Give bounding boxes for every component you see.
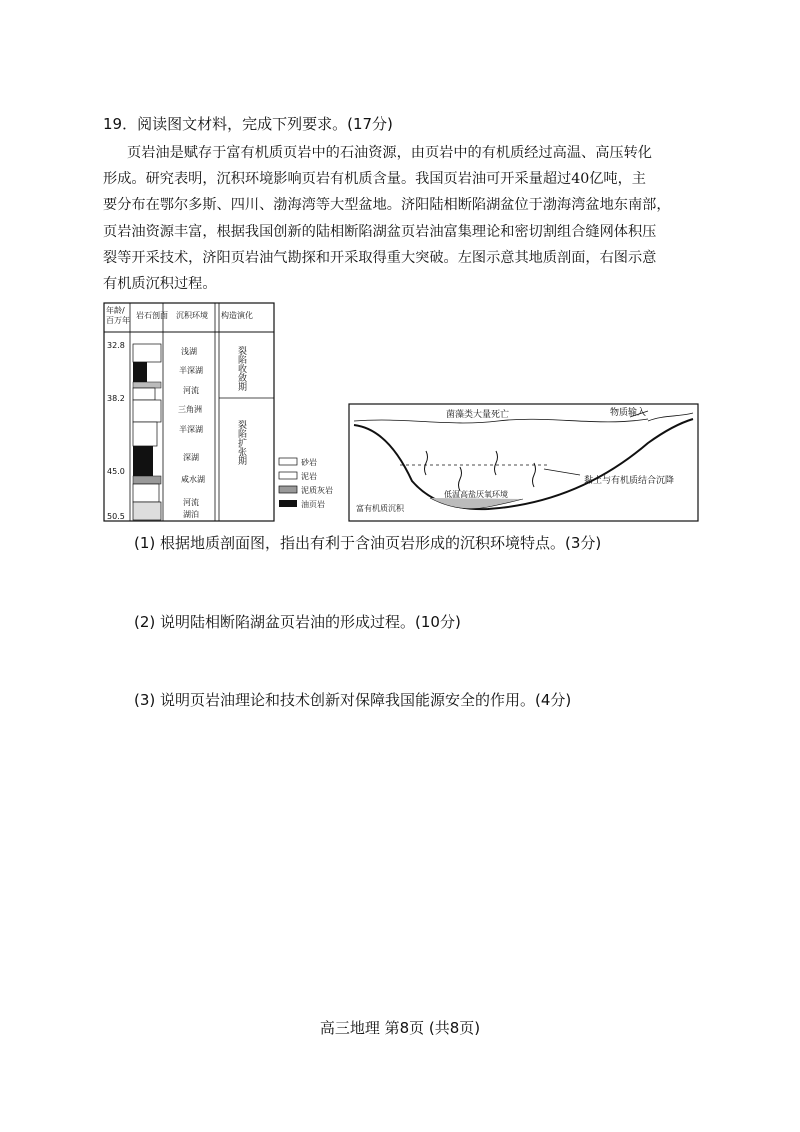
input-label: 物质输入 [610,408,647,418]
legend-label: 砂岩 [301,458,317,467]
header-tect: 构造演化 [221,311,253,320]
clay-label: 黏土与有机质结合沉降 [584,476,675,486]
legend-label: 泥质灰岩 [301,486,333,495]
age-label: 32.8 [107,341,125,350]
paragraph-line: 要分布在鄂尔多斯、四川、渤海湾等大型盆地。济阳陆相断陷湖盆位于渤海湾盆地东南部， [103,197,671,214]
env-label: 深湖 [183,453,199,462]
basin-deposition-figure [348,403,700,523]
question-paragraph [103,140,703,297]
tectonic-label: 裂陷扩张期 [236,420,246,465]
paragraph-line: 形成。研究表明，沉积环境影响页岩有机质含量。我国页岩油可开采量超过40亿吨，主 [103,171,646,188]
header-rock: 岩石剖面 [136,311,168,320]
legend-label: 泥岩 [301,472,317,481]
age-label: 38.2 [107,394,125,403]
header-age-unit: 百万年 [106,316,130,325]
env-label: 咸水湖 [181,475,205,484]
subquestion-2: (2) 说明陆相断陷湖盆页岩油的形成过程。(10分) [134,613,461,631]
rock-column [133,344,161,520]
header-env: 沉积环境 [176,311,208,320]
env-label-basin: 低温高盐厌氧环境 [444,490,508,499]
env-label: 河流 [183,498,199,507]
algae-label: 菌藻类大量死亡 [446,410,510,420]
page-footer: 高三地理 第8页 (共8页) [319,1019,481,1037]
sediment-label: 富有机质沉积 [356,504,404,513]
env-label: 半深湖 [179,425,203,434]
legend [279,457,333,509]
header-age: 年龄/ [106,306,125,315]
env-label: 湖泊 [183,510,199,519]
legend-label: 油页岩 [301,500,325,509]
age-label: 45.0 [107,467,125,476]
env-label: 半深湖 [179,366,203,375]
env-label: 浅湖 [181,347,197,356]
env-label: 三角洲 [178,405,202,414]
tectonic-label: 裂陷收敛期 [236,346,246,391]
paragraph-line: 有机质沉积过程。 [103,276,217,293]
subquestion-3: (3) 说明页岩油理论和技术创新对保障我国能源安全的作用。(4分) [134,691,572,709]
paragraph-line: 页岩油是赋存于富有机质页岩中的石油资源，由页岩中的有机质经过高温、高压转化 [127,145,652,161]
question-title: 19．阅读图文材料，完成下列要求。(17分) [103,115,393,133]
env-label: 河流 [183,386,199,395]
age-label: 50.5 [107,512,125,521]
paragraph-line: 页岩油资源丰富，根据我国创新的陆相断陷湖盆页岩油富集理论和密切割组合缝网体积压 [103,223,657,240]
geological-profile-figure [103,302,333,524]
subquestion-1: (1) 根据地质剖面图，指出有利于含油页岩形成的沉积环境特点。(3分) [134,534,602,552]
paragraph-line: 裂等开采技术，济阳页岩油气勘探和开采取得重大突破。左图示意其地质剖面，右图示意 [103,249,657,266]
